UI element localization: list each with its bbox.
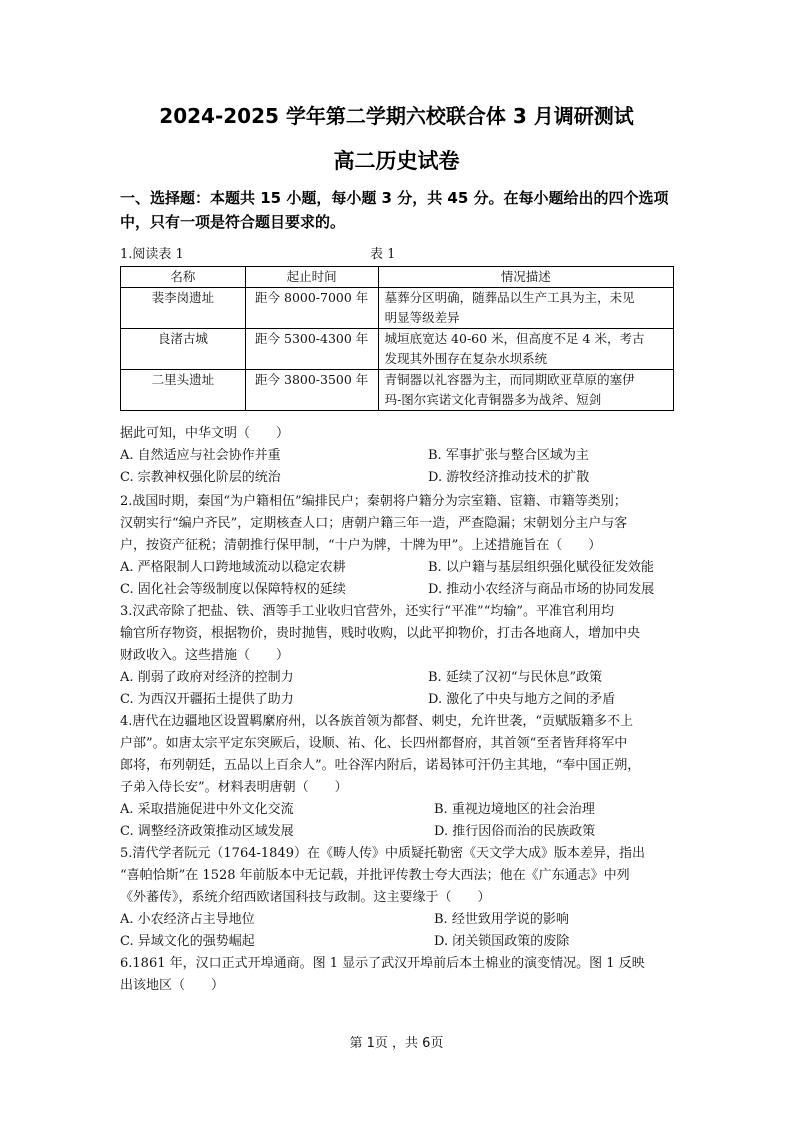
table-cell-time: 距今 3800-3500 年 [245,370,378,411]
desc-line: 明显等级差异 [384,310,460,325]
q3-line-1: 3.汉武帝除了把盐、铁、酒等手工业收归官营外，还实行“平准”“均输”。平准官利用均 [120,604,614,619]
table-cell-name: 良渚古城 [121,329,246,370]
table-header-cell: 情况描述 [378,267,673,288]
q4-option-a: A. 采取措施促进中外文化交流 [120,802,294,817]
q1-table-caption: 表 1 [370,247,396,262]
q1-option-d: D. 游牧经济推动技术的扩散 [428,470,590,485]
q5-line-1: 5.清代学者阮元（1764-1849）在《畴人传》中质疑托勒密《天文学大成》版本差异，指出 [120,846,645,861]
table-cell-time: 距今 8000-7000 年 [245,288,378,329]
desc-line: 玛-图尔宾诺文化青铜器多为战斧、短剑 [384,392,602,407]
q3-option-a: A. 削弱了政府对经济的控制力 [120,670,294,685]
q2-option-b: B. 以户籍与基层组织强化赋役征发效能 [428,560,654,575]
section-heading-line-2: 中，只有一项是符合题目要求的。 [120,213,346,231]
q6-line-2: 出该地区（ ） [120,978,225,993]
q3-option-c: C. 为西汉开疆拓土提供了助力 [120,692,294,707]
desc-line: 城垣底宽达 40-60 米，但高度不足 4 米，考古 [384,331,645,346]
q5-option-a: A. 小农经济占主导地位 [120,912,255,927]
q2-option-d: D. 推动小农经济与商品市场的协同发展 [428,582,655,597]
page-footer: 第 1页 ，共 6页 [349,1036,444,1051]
q4-option-d: D. 推行因俗而治的民族政策 [434,824,596,839]
q4-line-4: 子弟入侍长安”。材料表明唐朝（ ） [120,780,348,795]
exam-title: 2024-2025 学年第二学期六校联合体 3 月调研测试 [159,104,634,128]
table-row [121,288,674,329]
q6-line-1: 6.1861 年，汉口正式开埠通商。图 1 显示了武汉开埠前后本土棉业的演变情况。图 1 反映 [120,956,645,971]
q4-option-b: B. 重视边境地区的社会治理 [434,802,595,817]
q4-line-3: 郎将，布列朝廷，五品以上百余人”。吐谷浑内附后，诺曷钵可汗仍主其地，“奉中国正朔， [120,758,641,773]
table-cell-name: 裴李岗遗址 [121,288,246,329]
q5-option-b: B. 经世致用学说的影响 [434,912,569,927]
q2-option-a: A. 严格限制人口跨地域流动以稳定农耕 [120,560,346,575]
table-cell-time: 距今 5300-4300 年 [245,329,378,370]
table-cell-desc [378,370,673,411]
q4-line-1: 4.唐代在边疆地区设置羁縻府州，以各族首领为都督、刺史，允许世袭，“贡赋版籍多不上 [120,714,634,729]
table-row [121,370,674,411]
q3-option-d: D. 激化了中央与地方之间的矛盾 [428,692,616,707]
desc-line: 青铜器以礼容器为主，而同期欧亚草原的塞伊 [384,372,635,387]
desc-line: 发现其外围存在复杂水坝系统 [384,351,548,366]
q5-option-c: C. 异域文化的强势崛起 [120,934,255,949]
q3-line-2: 输官所存物资，根据物价，贵时抛售，贱时收购，以此平抑物价，打击各地商人，增加中央 [120,626,641,641]
q5-option-d: D. 闭关锁国政策的废除 [434,934,570,949]
table-header-cell: 起止时间 [245,267,378,288]
q2-line-3: 户，按资产征税；清朝推行保甲制，“十户为牌，十牌为甲”。上述措施旨在（ ） [120,538,602,553]
q1-intro: 1.阅读表 1 [120,247,184,262]
table-header-row [121,267,674,288]
q3-option-b: B. 延续了汉初“与民休息”政策 [428,670,603,685]
table-cell-name: 二里头遗址 [121,370,246,411]
q1-table [120,266,674,411]
q2-line-2: 汉朝实行“编户齐民”，定期核查人口；唐朝户籍三年一造，严查隐漏；宋朝划分主户与客 [120,516,628,531]
q2-line-1: 2.战国时期，秦国“为户籍相伍”编排民户；秦朝将户籍分为宗室籍、宦籍、市籍等类别； [120,494,627,509]
q4-line-2: 户部”。如唐太宗平定东突厥后，设顺、祐、化、长四州都督府，其首领“至者皆拜将军中 [120,736,628,751]
q2-option-c: C. 固化社会等级制度以保障特权的延续 [120,582,346,597]
q4-option-c: C. 调整经济政策推动区域发展 [120,824,294,839]
exam-subtitle: 高二历史试卷 [333,149,460,173]
desc-line: 墓葬分区明确，随葬品以生产工具为主，未见 [384,290,635,305]
q3-line-3: 财政收入。这些措施（ ） [120,648,290,663]
q1-option-a: A. 自然适应与社会协作并重 [120,448,281,463]
q1-option-b: B. 军事扩张与整合区域为主 [428,448,589,463]
table-row [121,329,674,370]
q5-line-3: 《外蕃传》，系统介绍西欧诸国科技与政制。这主要缘于（ ） [120,890,491,905]
section-heading-line-1: 一、选择题：本题共 15 小题，每小题 3 分，共 45 分。在每小题给出的四个选项 [120,189,669,207]
q1-option-c: C. 宗教神权强化阶层的统治 [120,470,281,485]
q5-line-2: “喜帕恰斯”在 1528 年前版本中无记载，并批评传教士夸大西法；他在《广东通志》中列 [120,868,630,883]
table-cell-desc [378,329,673,370]
table-cell-desc [378,288,673,329]
table-header-cell: 名称 [121,267,246,288]
q1-stem: 据此可知，中华文明（ ） [120,426,290,441]
